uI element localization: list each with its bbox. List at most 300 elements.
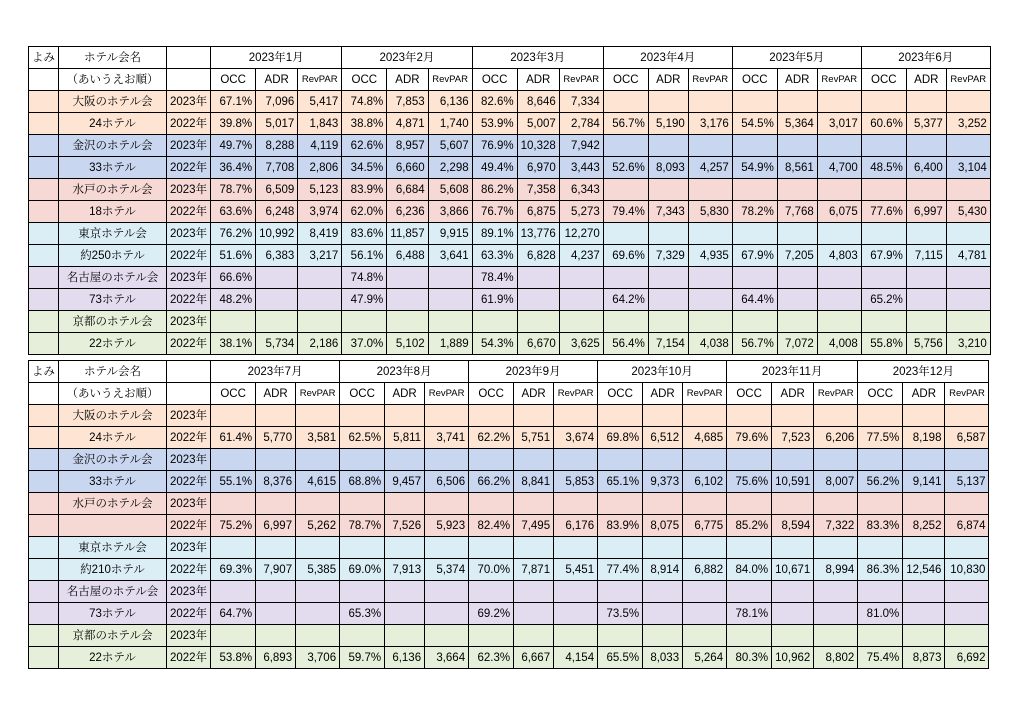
revpar-cell (296, 493, 340, 515)
hotel-name-header: ホテル会名 (59, 361, 167, 383)
hotel-name-cell: 京都のホテル会 (59, 625, 167, 647)
occ-cell (732, 179, 777, 201)
hotel-name-cell (59, 515, 167, 537)
occ-cell (469, 405, 514, 427)
adr-cell (517, 311, 559, 333)
occ-cell (603, 267, 648, 289)
occ-header: OCC (340, 383, 385, 405)
occ-cell: 77.5% (858, 427, 903, 449)
hotel-row (29, 647, 989, 669)
adr-cell (903, 493, 945, 515)
occ-cell: 74.8% (342, 267, 387, 289)
revpar-cell: 3,974 (298, 201, 342, 223)
year-cell: 2023年 (167, 135, 211, 157)
occ-header: OCC (603, 69, 648, 91)
revpar-cell: 6,587 (945, 427, 989, 449)
adr-cell (648, 267, 688, 289)
hotel-row (29, 179, 991, 201)
hotel-name-cell: 18ホテル (59, 201, 167, 223)
revpar-cell: 4,008 (817, 333, 861, 355)
occ-cell: 78.7% (211, 179, 256, 201)
occ-cell (861, 311, 906, 333)
revpar-cell (688, 91, 732, 113)
revpar-cell (814, 625, 858, 647)
occ-cell (858, 625, 903, 647)
adr-header: ADR (772, 383, 814, 405)
occ-cell (858, 405, 903, 427)
hotel-row (29, 289, 991, 311)
occ-cell: 67.1% (211, 91, 256, 113)
yomi-cell (29, 135, 59, 157)
occ-cell: 79.4% (603, 201, 648, 223)
occ-cell (211, 311, 256, 333)
occ-cell: 75.2% (211, 515, 256, 537)
adr-header: ADR (256, 383, 296, 405)
occ-cell: 56.2% (858, 471, 903, 493)
revpar-cell (817, 223, 861, 245)
adr-cell (643, 449, 683, 471)
adr-cell: 7,871 (514, 559, 554, 581)
occ-cell: 83.9% (342, 179, 387, 201)
adr-cell (514, 603, 554, 625)
adr-cell (903, 625, 945, 647)
revpar-cell: 3,706 (296, 647, 340, 669)
revpar-header: RevPAR (554, 383, 598, 405)
adr-cell (903, 581, 945, 603)
adr-header: ADR (514, 383, 554, 405)
hotel-row (29, 223, 991, 245)
revpar-cell: 5,385 (296, 559, 340, 581)
occ-cell: 56.7% (603, 113, 648, 135)
yomi-cell (29, 427, 59, 449)
revpar-cell (425, 537, 469, 559)
yomi-header: よみ (29, 361, 59, 383)
occ-cell: 76.2% (211, 223, 256, 245)
adr-cell (903, 405, 945, 427)
adr-cell: 8,594 (772, 515, 814, 537)
adr-cell: 8,075 (643, 515, 683, 537)
revpar-cell: 1,843 (298, 113, 342, 135)
revpar-cell (817, 179, 861, 201)
revpar-cell (683, 493, 727, 515)
revpar-cell: 6,136 (428, 91, 472, 113)
hotel-name-cell: 73ホテル (59, 289, 167, 311)
occ-cell: 83.6% (342, 223, 387, 245)
year-cell: 2023年 (167, 405, 211, 427)
hotel-name-cell: 大阪のホテル会 (59, 405, 167, 427)
revpar-cell (945, 493, 989, 515)
adr-cell (514, 537, 554, 559)
occ-cell: 68.8% (340, 471, 385, 493)
adr-cell (772, 581, 814, 603)
revpar-cell (425, 603, 469, 625)
occ-cell: 78.7% (340, 515, 385, 537)
header-row-metrics (29, 69, 991, 91)
hotel-row (29, 91, 991, 113)
adr-cell: 10,992 (256, 223, 298, 245)
occ-cell: 52.6% (603, 157, 648, 179)
occ-cell: 67.9% (861, 245, 906, 267)
revpar-cell (425, 449, 469, 471)
occ-cell (469, 625, 514, 647)
adr-cell (903, 603, 945, 625)
occ-header: OCC (732, 69, 777, 91)
occ-cell: 66.2% (469, 471, 514, 493)
hotel-row (29, 449, 989, 471)
yomi-cell (29, 405, 59, 427)
revpar-cell (946, 267, 990, 289)
hotel-name-cell: 水戸のホテル会 (59, 179, 167, 201)
revpar-cell: 5,262 (296, 515, 340, 537)
occ-cell: 66.6% (211, 267, 256, 289)
adr-cell: 10,671 (772, 559, 814, 581)
revpar-cell: 3,664 (425, 647, 469, 669)
occ-header: OCC (861, 69, 906, 91)
hotel-name-cell: 24ホテル (59, 427, 167, 449)
adr-cell: 7,343 (648, 201, 688, 223)
hotel-name-cell: 東京ホテル会 (59, 223, 167, 245)
occ-cell: 80.3% (727, 647, 772, 669)
occ-cell: 73.5% (598, 603, 643, 625)
hotel-row (29, 559, 989, 581)
revpar-cell (425, 625, 469, 647)
revpar-cell (946, 135, 990, 157)
revpar-cell: 1,889 (428, 333, 472, 355)
occupancy-table-jul-dec (28, 360, 989, 669)
revpar-cell: 2,186 (298, 333, 342, 355)
revpar-cell: 3,866 (428, 201, 472, 223)
occ-cell: 55.8% (861, 333, 906, 355)
revpar-cell: 8,419 (298, 223, 342, 245)
hotel-row (29, 581, 989, 603)
hotel-row (29, 201, 991, 223)
revpar-cell (683, 581, 727, 603)
occ-cell (340, 405, 385, 427)
occ-cell: 75.4% (858, 647, 903, 669)
yomi-cell (29, 515, 59, 537)
occ-cell: 59.7% (340, 647, 385, 669)
revpar-cell (428, 289, 472, 311)
occ-cell: 82.6% (472, 91, 517, 113)
occ-cell: 64.2% (603, 289, 648, 311)
adr-cell: 6,248 (256, 201, 298, 223)
hotel-name-cell: 22ホテル (59, 333, 167, 355)
adr-cell (517, 289, 559, 311)
adr-cell: 7,096 (256, 91, 298, 113)
occ-cell (861, 91, 906, 113)
revpar-cell (817, 135, 861, 157)
revpar-cell (298, 289, 342, 311)
month-header: 2023年1月 (211, 47, 342, 69)
occ-cell: 54.5% (732, 113, 777, 135)
adr-header: ADR (387, 69, 428, 91)
adr-cell (514, 625, 554, 647)
adr-cell (385, 493, 425, 515)
occ-cell: 61.9% (472, 289, 517, 311)
occ-cell: 76.7% (472, 201, 517, 223)
occ-header: OCC (858, 383, 903, 405)
adr-cell (772, 449, 814, 471)
hotel-name-cell: 大阪のホテル会 (59, 91, 167, 113)
year-cell: 2023年 (167, 625, 211, 647)
occ-cell: 65.1% (598, 471, 643, 493)
adr-cell: 8,033 (643, 647, 683, 669)
revpar-cell (554, 449, 598, 471)
adr-cell: 5,770 (256, 427, 296, 449)
revpar-cell (817, 267, 861, 289)
occ-cell (340, 537, 385, 559)
revpar-cell: 5,923 (425, 515, 469, 537)
yomi-cell (29, 311, 59, 333)
revpar-cell: 12,270 (559, 223, 603, 245)
revpar-cell: 10,830 (945, 559, 989, 581)
adr-cell (517, 267, 559, 289)
occ-cell: 78.4% (472, 267, 517, 289)
occ-cell: 81.0% (858, 603, 903, 625)
occ-cell (732, 311, 777, 333)
occ-cell: 89.1% (472, 223, 517, 245)
adr-cell: 4,871 (387, 113, 428, 135)
hotel-name-cell: 約210ホテル (59, 559, 167, 581)
hotel-name-cell: 24ホテル (59, 113, 167, 135)
revpar-cell: 5,451 (554, 559, 598, 581)
occ-cell (342, 311, 387, 333)
revpar-cell: 6,176 (554, 515, 598, 537)
occ-cell (603, 91, 648, 113)
hotel-name-cell: 名古屋のホテル会 (59, 267, 167, 289)
revpar-cell: 3,104 (946, 157, 990, 179)
adr-cell: 7,154 (648, 333, 688, 355)
adr-header: ADR (256, 69, 298, 91)
revpar-cell: 6,343 (559, 179, 603, 201)
occ-cell: 36.4% (211, 157, 256, 179)
adr-cell (385, 537, 425, 559)
revpar-cell (946, 179, 990, 201)
adr-header: ADR (648, 69, 688, 91)
adr-cell (906, 179, 946, 201)
occ-cell (598, 625, 643, 647)
revpar-cell: 5,607 (428, 135, 472, 157)
revpar-cell: 5,430 (946, 201, 990, 223)
adr-cell (256, 493, 296, 515)
adr-cell (643, 581, 683, 603)
hotel-name-cell: 京都のホテル会 (59, 311, 167, 333)
yomi-header-blank (29, 69, 59, 91)
occ-cell (211, 581, 256, 603)
revpar-header: RevPAR (298, 69, 342, 91)
adr-cell (643, 493, 683, 515)
occ-cell: 64.4% (732, 289, 777, 311)
adr-cell: 8,873 (903, 647, 945, 669)
month-header: 2023年4月 (603, 47, 732, 69)
occ-cell: 38.1% (211, 333, 256, 355)
revpar-cell (425, 493, 469, 515)
occ-cell: 48.5% (861, 157, 906, 179)
adr-cell: 6,660 (387, 157, 428, 179)
year-cell: 2023年 (167, 581, 211, 603)
revpar-cell: 8,802 (814, 647, 858, 669)
occ-cell (340, 625, 385, 647)
occ-cell (732, 91, 777, 113)
adr-cell: 7,768 (777, 201, 817, 223)
revpar-cell: 6,506 (425, 471, 469, 493)
adr-cell: 5,734 (256, 333, 298, 355)
hotel-name-cell: 水戸のホテル会 (59, 493, 167, 515)
adr-cell (777, 135, 817, 157)
year-header-blank (167, 69, 211, 91)
revpar-cell: 8,994 (814, 559, 858, 581)
adr-cell: 8,561 (777, 157, 817, 179)
year-cell: 2023年 (167, 223, 211, 245)
adr-cell: 7,495 (514, 515, 554, 537)
revpar-cell: 7,334 (559, 91, 603, 113)
yomi-cell (29, 493, 59, 515)
occ-cell: 65.2% (861, 289, 906, 311)
revpar-header: RevPAR (683, 383, 727, 405)
adr-cell: 7,708 (256, 157, 298, 179)
adr-cell: 6,893 (256, 647, 296, 669)
revpar-cell (683, 625, 727, 647)
occ-cell (598, 537, 643, 559)
occ-cell: 39.8% (211, 113, 256, 135)
occ-cell: 53.9% (472, 113, 517, 135)
revpar-header: RevPAR (296, 383, 340, 405)
occ-cell (469, 581, 514, 603)
revpar-cell: 3,210 (946, 333, 990, 355)
occ-cell (727, 581, 772, 603)
revpar-cell (945, 581, 989, 603)
revpar-cell (683, 405, 727, 427)
yomi-cell (29, 157, 59, 179)
revpar-cell: 3,443 (559, 157, 603, 179)
adr-cell (777, 179, 817, 201)
sort-order-note: （あいうえお順） (59, 383, 167, 405)
header-row-months (29, 47, 991, 69)
adr-cell (643, 603, 683, 625)
sort-order-note: （あいうえお順） (59, 69, 167, 91)
adr-cell (256, 603, 296, 625)
occ-cell: 64.7% (211, 603, 256, 625)
revpar-cell (554, 581, 598, 603)
adr-cell: 7,913 (385, 559, 425, 581)
occ-header: OCC (211, 69, 256, 91)
yomi-cell (29, 267, 59, 289)
revpar-cell: 7,942 (559, 135, 603, 157)
revpar-cell (946, 91, 990, 113)
occ-cell: 54.3% (472, 333, 517, 355)
revpar-cell (945, 603, 989, 625)
year-cell: 2023年 (167, 449, 211, 471)
year-cell: 2022年 (167, 333, 211, 355)
occ-cell: 84.0% (727, 559, 772, 581)
adr-cell: 6,828 (517, 245, 559, 267)
revpar-cell: 4,154 (554, 647, 598, 669)
occ-cell (858, 449, 903, 471)
adr-cell: 13,776 (517, 223, 559, 245)
year-cell: 2022年 (167, 647, 211, 669)
occ-cell: 69.2% (469, 603, 514, 625)
revpar-cell: 6,775 (683, 515, 727, 537)
adr-cell: 6,684 (387, 179, 428, 201)
yomi-header: よみ (29, 47, 59, 69)
adr-cell (256, 267, 298, 289)
occ-cell: 48.2% (211, 289, 256, 311)
occ-cell (598, 493, 643, 515)
adr-cell: 8,376 (256, 471, 296, 493)
year-cell: 2022年 (167, 603, 211, 625)
adr-cell: 5,756 (906, 333, 946, 355)
revpar-cell: 6,692 (945, 647, 989, 669)
revpar-header: RevPAR (814, 383, 858, 405)
yomi-cell (29, 333, 59, 355)
year-cell: 2023年 (167, 493, 211, 515)
revpar-cell (814, 581, 858, 603)
occ-cell: 86.3% (858, 559, 903, 581)
adr-cell (387, 267, 428, 289)
occ-cell: 49.7% (211, 135, 256, 157)
revpar-cell: 3,581 (296, 427, 340, 449)
hotel-row (29, 625, 989, 647)
revpar-header: RevPAR (559, 69, 603, 91)
occ-cell: 62.2% (469, 427, 514, 449)
revpar-cell: 5,123 (298, 179, 342, 201)
adr-cell (648, 179, 688, 201)
adr-cell (903, 449, 945, 471)
hotel-row (29, 245, 991, 267)
occ-cell: 69.8% (598, 427, 643, 449)
adr-cell (777, 311, 817, 333)
adr-cell: 8,093 (648, 157, 688, 179)
revpar-cell: 6,102 (683, 471, 727, 493)
revpar-cell (425, 581, 469, 603)
adr-cell (514, 581, 554, 603)
revpar-cell (298, 311, 342, 333)
occ-cell (732, 223, 777, 245)
occ-cell (603, 135, 648, 157)
revpar-cell (814, 493, 858, 515)
occ-cell: 83.9% (598, 515, 643, 537)
adr-cell (777, 91, 817, 113)
adr-cell (387, 311, 428, 333)
hotel-name-header: ホテル会名 (59, 47, 167, 69)
adr-cell: 6,997 (906, 201, 946, 223)
revpar-cell (554, 603, 598, 625)
occ-cell: 67.9% (732, 245, 777, 267)
revpar-cell (298, 267, 342, 289)
occ-cell: 85.2% (727, 515, 772, 537)
occ-cell (340, 493, 385, 515)
adr-header: ADR (906, 69, 946, 91)
adr-cell: 8,841 (514, 471, 554, 493)
adr-cell: 6,970 (517, 157, 559, 179)
yomi-cell (29, 91, 59, 113)
month-header: 2023年3月 (472, 47, 603, 69)
hotel-row (29, 537, 989, 559)
occ-cell: 83.3% (858, 515, 903, 537)
hotel-row (29, 471, 989, 493)
adr-cell (772, 625, 814, 647)
adr-cell: 8,252 (903, 515, 945, 537)
adr-cell: 8,646 (517, 91, 559, 113)
year-cell: 2022年 (167, 245, 211, 267)
adr-cell (385, 405, 425, 427)
revpar-cell (688, 311, 732, 333)
adr-cell: 7,072 (777, 333, 817, 355)
revpar-cell: 4,935 (688, 245, 732, 267)
occ-cell (211, 493, 256, 515)
occ-cell: 63.3% (472, 245, 517, 267)
year-cell: 2023年 (167, 91, 211, 113)
